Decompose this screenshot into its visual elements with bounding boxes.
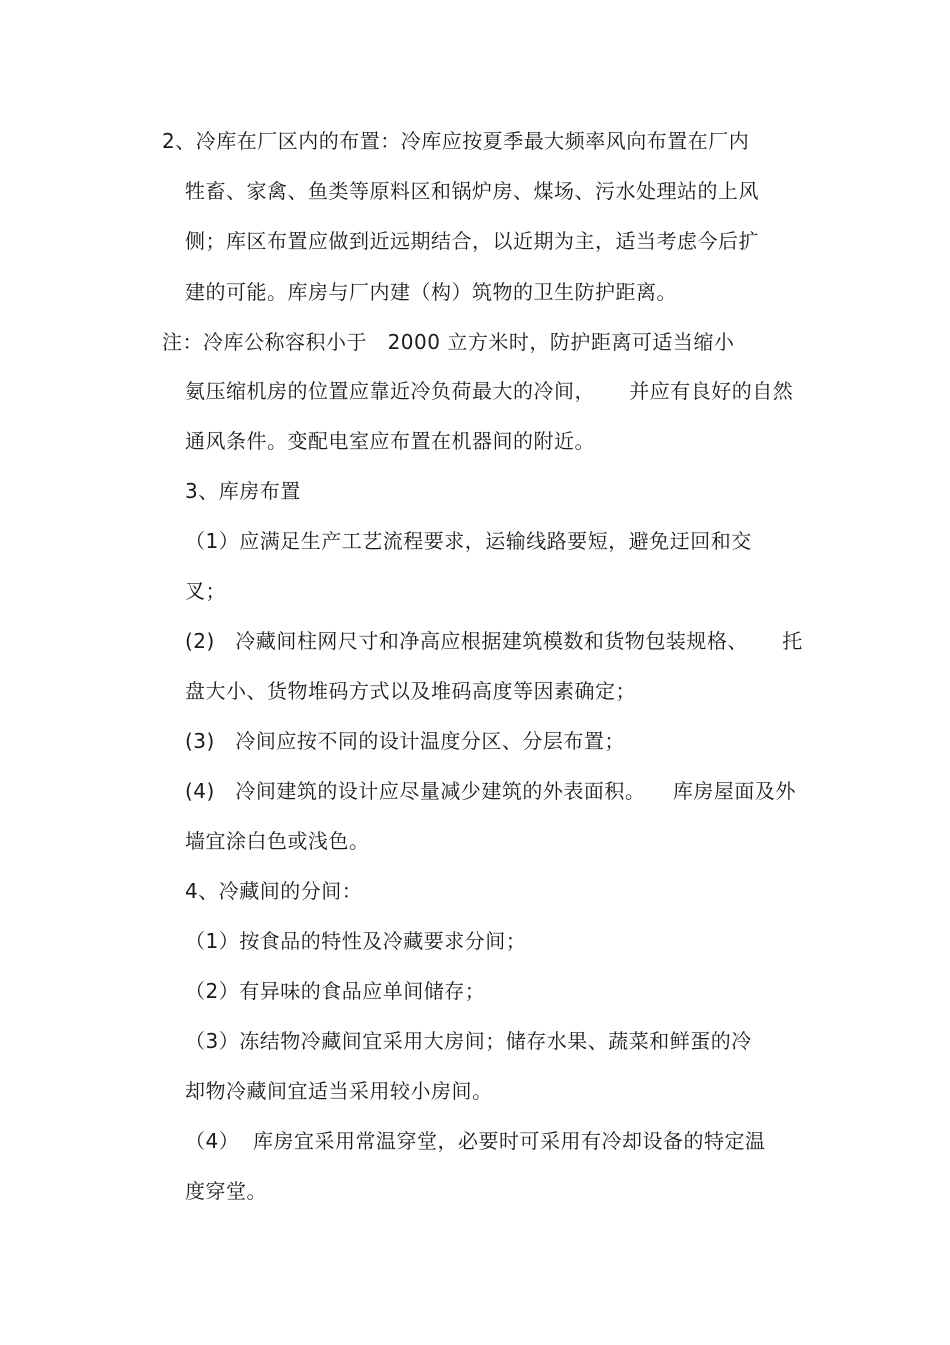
- text-line: (2) 冷藏间柱网尺寸和净高应根据建筑模数和货物包装规格、 托: [185, 629, 803, 653]
- text-line: 4、冷藏间的分间：: [185, 879, 363, 903]
- text-line: 建的可能。库房与厂内建（构）筑物的卫生防护距离。: [185, 280, 677, 304]
- text-line: 3、库房布置: [185, 479, 301, 503]
- text-line: 度穿堂。: [185, 1179, 267, 1203]
- text-line: （4） 库房宜采用常温穿堂，必要时可采用有冷却设备的特定温: [185, 1129, 766, 1153]
- text-line: 叉；: [185, 579, 226, 603]
- text-line: 2、冷库在厂区内的布置：冷库应按夏季最大频率风向布置在厂内: [162, 129, 750, 153]
- text-line: 墙宜涂白色或浅色。: [185, 829, 370, 853]
- text-line: 却物冷藏间宜适当采用较小房间。: [185, 1079, 493, 1103]
- text-line: (4) 冷间建筑的设计应尽量减少建筑的外表面积。 库房屋面及外: [185, 779, 796, 803]
- text-line: 牲畜、家禽、鱼类等原料区和锅炉房、煤场、污水处理站的上风: [185, 179, 759, 203]
- text-line: （1）应满足生产工艺流程要求，运输线路要短，避免迂回和交: [185, 529, 752, 553]
- text-line: 侧；库区布置应做到近远期结合，以近期为主，适当考虑今后扩: [185, 229, 759, 253]
- text-line: （1）按食品的特性及冷藏要求分间；: [185, 929, 527, 953]
- text-line: 盘大小、货物堆码方式以及堆码高度等因素确定；: [185, 679, 636, 703]
- text-line: （2）有异味的食品应单间储存；: [185, 979, 486, 1003]
- text-line: （3）冻结物冷藏间宜采用大房间；储存水果、蔬菜和鲜蛋的冷: [185, 1029, 752, 1053]
- text-line: 注：冷库公称容积小于 2000 立方米时，防护距离可适当缩小: [162, 330, 735, 354]
- text-line: (3) 冷间应按不同的设计温度分区、分层布置；: [185, 729, 625, 753]
- text-line: 氨压缩机房的位置应靠近冷负荷最大的冷间， 并应有良好的自然: [185, 379, 794, 403]
- text-line: 通风条件。变配电室应布置在机器间的附近。: [185, 429, 595, 453]
